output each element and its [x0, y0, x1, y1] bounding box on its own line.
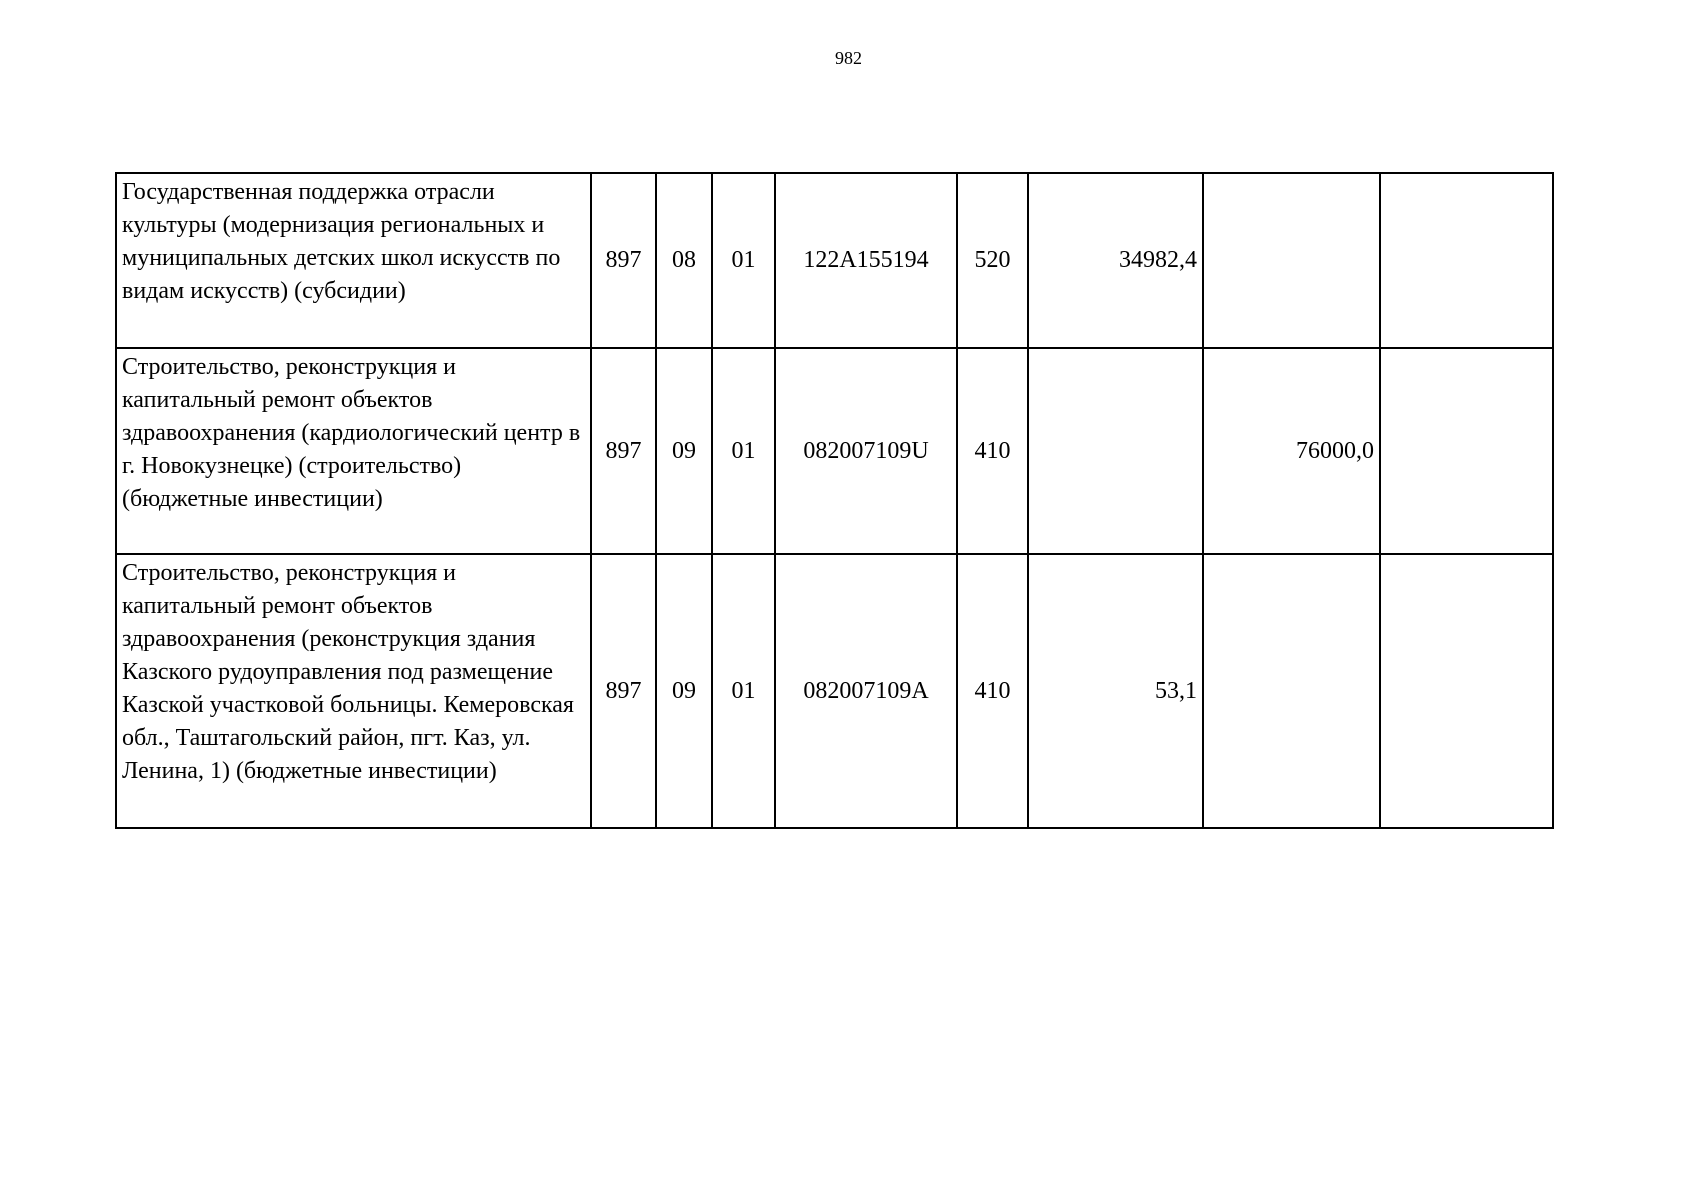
page-number: 982 [835, 48, 862, 68]
target-article-cell: 122А155194 [775, 173, 957, 348]
row-description: Государственная поддержка отрасли культуры (модернизация региональных и муниципальных детских школ искусств по видам искусств) (субсидии) [116, 173, 591, 348]
target-article-cell: 082007109U [775, 348, 957, 554]
table-row [116, 173, 1553, 348]
budget-table [115, 172, 1554, 829]
amount-1-cell [1028, 348, 1203, 554]
expense-type-cell: 520 [957, 173, 1028, 348]
section-code-cell: 09 [656, 348, 712, 554]
amount-2-cell [1203, 554, 1380, 828]
target-article-cell: 082007109А [775, 554, 957, 828]
expense-type-cell: 410 [957, 554, 1028, 828]
row-description: Строительство, реконструкция и капитальный ремонт объектов здравоохранения (реконструкция здания Казского рудоуправления под размещение Казской участковой больницы. Кемеровская обл., Таштагольский район, пгт. Каз, ул. Ленина, 1) (бюджетные инвестиции) [116, 554, 591, 828]
amount-3-cell [1380, 348, 1553, 554]
ministry-code-cell: 897 [591, 173, 656, 348]
ministry-code-cell: 897 [591, 554, 656, 828]
amount-3-cell [1380, 554, 1553, 828]
table-row [116, 348, 1553, 554]
table-row [116, 554, 1553, 828]
section-code-cell: 08 [656, 173, 712, 348]
amount-3-cell [1380, 173, 1553, 348]
subsection-code-cell: 01 [712, 554, 775, 828]
subsection-code-cell: 01 [712, 348, 775, 554]
ministry-code-cell: 897 [591, 348, 656, 554]
row-description: Строительство, реконструкция и капитальный ремонт объектов здравоохранения (кардиологический центр в г. Новокузнецке) (строительство) (бюджетные инвестиции) [116, 348, 591, 554]
subsection-code-cell: 01 [712, 173, 775, 348]
expense-type-cell: 410 [957, 348, 1028, 554]
amount-1-cell: 34982,4 [1028, 173, 1203, 348]
amount-2-cell: 76000,0 [1203, 348, 1380, 554]
amount-2-cell [1203, 173, 1380, 348]
amount-1-cell: 53,1 [1028, 554, 1203, 828]
section-code-cell: 09 [656, 554, 712, 828]
